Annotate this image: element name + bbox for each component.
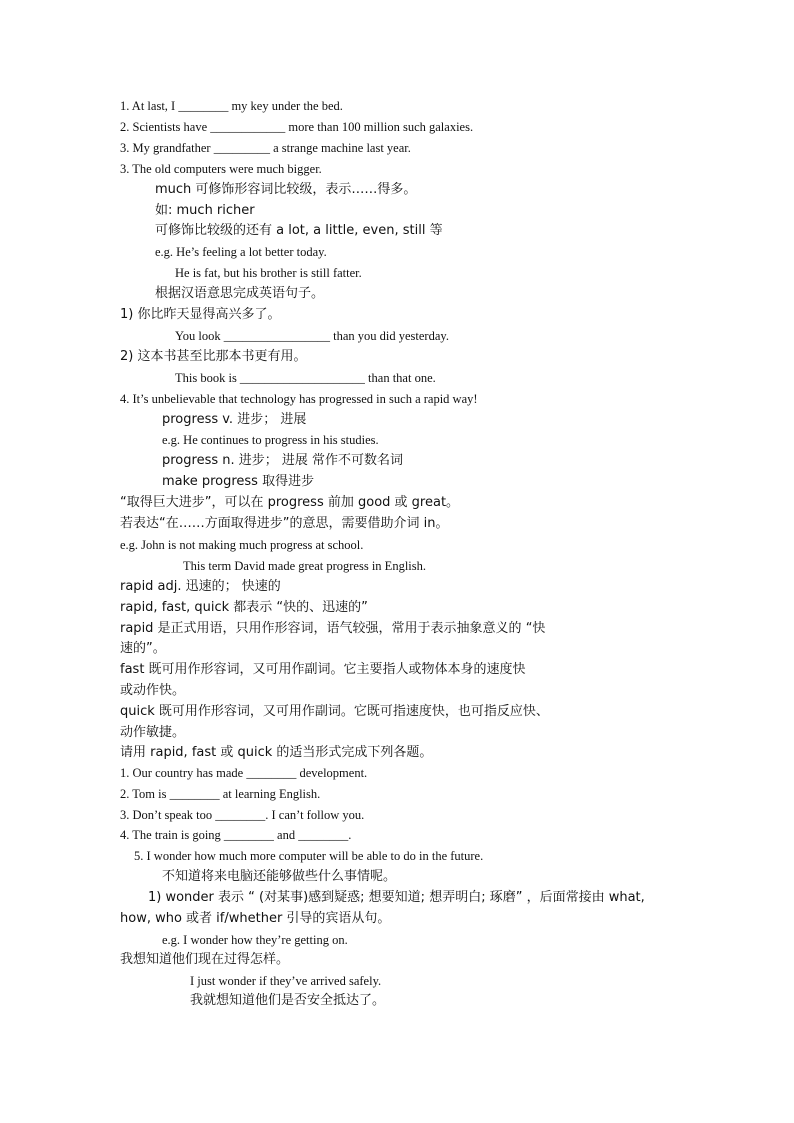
example-line: e.g. I wonder how they’re getting on. — [162, 933, 348, 947]
explanation-line: 速的”。 — [120, 641, 166, 656]
explanation-line: how, who 或者 if/whether 引导的宾语从句。 — [120, 911, 391, 926]
exercise-line: 1) 你比昨天显得高兴多了。 — [120, 307, 281, 322]
translation-line: 不知道将来电脑还能够做些什么事情呢。 — [162, 869, 397, 884]
section-heading: 3. The old computers were much bigger. — [120, 162, 322, 176]
instruction-line: 根据汉语意思完成英语句子。 — [155, 286, 325, 301]
explanation-line: much 可修饰形容词比较级，表示……得多。 — [155, 182, 417, 197]
exercise-line: 1. Our country has made ________ development. — [120, 766, 368, 780]
explanation-line: 可修饰比较级的还有 a lot, a little, even, still 等 — [155, 223, 443, 238]
exercise-line: 3. Don’t speak too ________. I can’t follow you. — [120, 808, 365, 822]
explanation-line: progress n. 进步； 进展 常作不可数名词 — [162, 453, 404, 468]
example-line: This term David made great progress in English. — [183, 559, 426, 573]
exercise-line: 1. At last, I ________ my key under the bed. — [120, 99, 343, 113]
exercise-line: This book is ____________________ than that one. — [175, 371, 436, 385]
instruction-line: 请用 rapid, fast 或 quick 的适当形式完成下列各题。 — [120, 745, 433, 760]
explanation-line: rapid adj. 迅速的； 快速的 — [120, 579, 281, 594]
explanation-line: rapid 是正式用语，只用作形容词，语气较强，常用于表示抽象意义的 “快 — [120, 621, 546, 636]
translation-line: 我就想知道他们是否安全抵达了。 — [190, 993, 386, 1008]
explanation-line: 如: much richer — [155, 203, 255, 218]
explanation-line: 若表达“在……方面取得进步”的意思，需要借助介词 in。 — [120, 516, 449, 531]
example-line: He is fat, but his brother is still fatter. — [175, 266, 362, 280]
example-line: e.g. John is not making much progress at school. — [120, 538, 364, 552]
exercise-line: 2) 这本书甚至比那本书更有用。 — [120, 349, 307, 364]
explanation-line: fast 既可用作形容词，又可用作副词。它主要指人或物体本身的速度快 — [120, 662, 526, 677]
exercise-line: You look _________________ than you did yesterday. — [175, 329, 449, 343]
explanation-line: 或动作快。 — [120, 683, 186, 698]
explanation-line: 1) wonder 表示 “ (对某事)感到疑惑; 想要知道; 想弄明白; 琢磨” ，后面常接由 what, — [148, 890, 645, 905]
exercise-line: 3. My grandfather _________ a strange machine last year. — [120, 141, 411, 155]
example-line: I just wonder if they’ve arrived safely. — [190, 974, 382, 988]
example-line: e.g. He continues to progress in his studies. — [162, 433, 379, 447]
explanation-line: progress v. 进步； 进展 — [162, 412, 307, 427]
example-line: e.g. He’s feeling a lot better today. — [155, 245, 327, 259]
explanation-line: “取得巨大进步”，可以在 progress 前加 good 或 great。 — [120, 495, 460, 510]
explanation-line: make progress 取得进步 — [162, 474, 315, 489]
exercise-line: 4. The train is going ________ and ________. — [120, 828, 352, 842]
exercise-line: 2. Tom is ________ at learning English. — [120, 787, 321, 801]
explanation-line: 动作敏捷。 — [120, 725, 186, 740]
explanation-line: rapid, fast, quick 都表示 “快的、迅速的” — [120, 600, 368, 615]
section-heading: 5. I wonder how much more computer will be able to do in the future. — [134, 849, 484, 863]
translation-line: 我想知道他们现在过得怎样。 — [120, 952, 290, 967]
explanation-line: quick 既可用作形容词，又可用作副词。它既可指速度快，也可指反应快、 — [120, 704, 549, 719]
section-heading: 4. It’s unbelievable that technology has progressed in such a rapid way! — [120, 392, 478, 406]
exercise-line: 2. Scientists have ____________ more than 100 million such galaxies. — [120, 120, 474, 134]
